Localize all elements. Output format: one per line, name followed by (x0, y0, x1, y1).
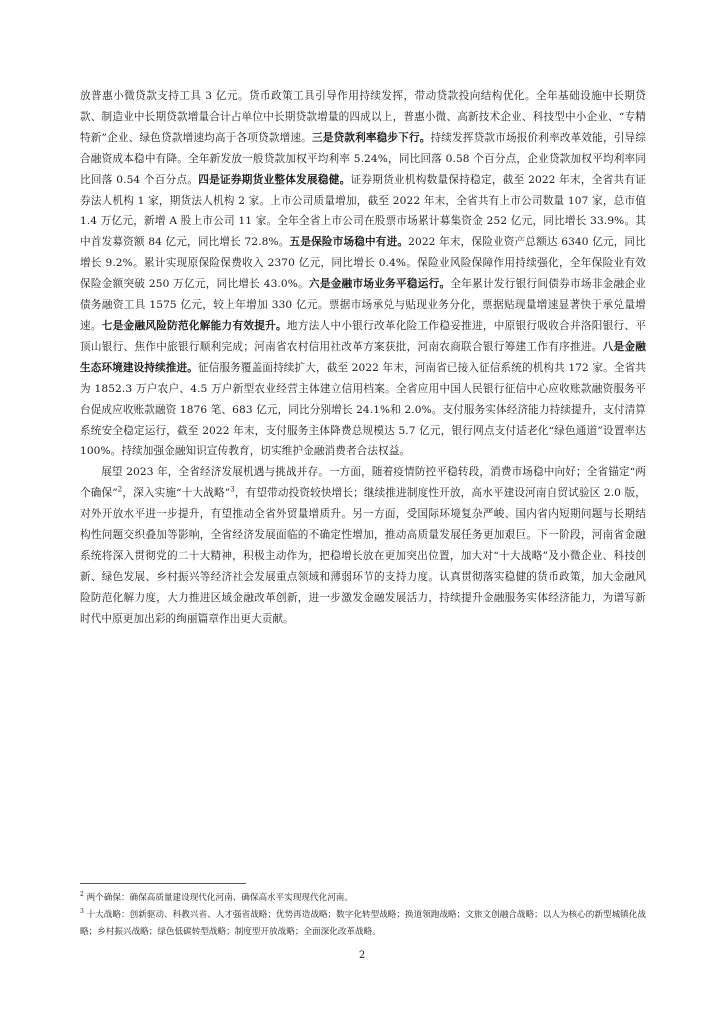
body-text (80, 86, 646, 630)
text-run: ，深入实施“十大战略” (122, 487, 231, 500)
footnote-divider (80, 883, 246, 884)
text-run: 放普惠小微贷款支持工具 3 亿元。货币政策工具引导作用持续发挥，带动贷款投向结构优化。全年基础设施中长期贷款、制造业中长期贷款增量合计占单位中长期贷款增量的四成以上，普惠小微、高新技术企业、科技型中小企业、“专精特新”企业、绿色贷款增速均高于各项贷款增速。 (80, 90, 646, 144)
text-run: 展望 2023 年，全省经济发展机遇与挑战并存。一方面，随着疫情防控平稳转段，消费市场稳中向好；全省锚定“两个确保” (80, 466, 646, 500)
footnote-ref[interactable]: 2 (117, 485, 123, 494)
bold-heading: 八是金融生态环境建设持续推进。 (80, 340, 646, 374)
paragraph-1 (80, 86, 646, 462)
footnote (80, 907, 646, 941)
footnote-ref[interactable]: 3 (230, 485, 235, 494)
text-run: 2022 年末，保险业资产总额达 6340 亿元，同比增长 9.2%。累计实现原保险保费收入 2370 亿元，同比增长 0.4%。保险业风险保障作用持续强化，全年保险业有效保险金额突破 250 万亿元，同比增长 43.0%。 (80, 236, 646, 291)
text-run: ，有望带动投资较快增长；继续推进制度性开放，高水平建设河南自贸试验区 2.0 版，对外开放水平进一步提升，有望推动全省外贸量增质升。另一方面，受国际环境复杂严峻、国内省内短期问题与长期结构性问题交织叠加等影响，全省经济发展面临的不确定性增加，推动高质量发展任务更加艰巨。下一阶段，河南省金融系统将深入贯彻党的二十大精神，积极主动作为，把稳增长放在更加突出位置，加大对“十大战略”及小微企业、科技创新、绿色发展、乡村振兴等经济社会发展重点领域和薄弱环节的支持力度。认真贯彻落实稳健的货币政策，加大金融风险防范化解力度，大力推进区域金融改革创新，进一步激发金融发展活力，持续提升金融服务实体经济能力，为谱写新时代中原更加出彩的绚丽篇章作出更大贡献。 (80, 487, 646, 625)
bold-heading: 四是证券期货业整体发展稳健。 (198, 173, 351, 186)
footnote (80, 890, 646, 907)
footnote-text: 十大战略：创新驱动、科教兴省、人才强省战略；优势再造战略；数字化转型战略；换道领跑战略；文旅文创融合战略；以人为核心的新型城镇化战略；乡村振兴战略；绿色低碳转型战略；制度型开放战略；全面深化改革战略。 (80, 910, 646, 937)
text-run: 征信服务覆盖面持续扩大，截至 2022 年末，河南省已接入征信系统的机构共 172 家。全省共为 1852.3 万户农户、4.5 万户新型农业经营主体建立信用档案。全省应用中国人民银行征信中心应收账款融资服务平台促成应收账款融资 1876 笔、683 亿元，同比分别增长 24.1%和 2.0%。支付服务实体经济能力持续提升，支付清算系统安全稳定运行，截至 2022 年末，支付服务主体降费总规模达 5.7 亿元，银行网点支付适老化“绿色通道”设置率达 100%。持续加强金融知识宣传教育，切实维护金融消费者合法权益。 (80, 361, 646, 458)
text-run: 全年累计发行银行间债券市场非金融企业债务融资工具 1575 亿元，较上年增加 330 亿元。票据市场承兑与贴现业务分化，票据贴现量增速显著快于承兑量增速。 (80, 278, 646, 332)
text-run: 地方法人中小银行改革化险工作稳妥推进，中原银行吸收合并洛阳银行、平顶山银行、焦作中旅银行顺利完成；河南省农村信用社改革方案获批，河南农商联合银行筹建工作有序推进。 (80, 319, 647, 353)
bold-heading: 三是贷款利率稳步下行。 (311, 131, 431, 144)
footnote-number: 2 (80, 891, 84, 899)
bold-heading: 五是保险市场稳中有进。 (289, 236, 409, 249)
paragraph-2 (80, 462, 646, 629)
footnote-number: 3 (80, 908, 84, 916)
bold-heading: 六是金融市场业务平稳运行。 (308, 278, 451, 291)
page-number: 2 (358, 950, 366, 961)
bold-heading: 七是金融风险防范化解能力有效提升。 (101, 319, 287, 332)
footnote-text: 两个确保：确保高质量建设现代化河南、确保高水平实现现代化河南。 (86, 893, 353, 903)
footnotes (80, 890, 646, 941)
text-run: 证券期货业机构数量保持稳定，截至 2022 年末，全省共有证券法人机构 1 家，期货法人机构 2 家。上市公司质量增加，截至 2022 年末，全省共有上市公司数量 107 家，总市值 1.4 万亿元，新增 A 股上市公司 11 家。全年全省上市公司在股票市场累计募集资金 252 亿元，同比增长 33.9%。其中首发募资额 84 亿元，同比增长 72.8%。 (80, 173, 646, 249)
text-run: 持续发挥贷款市场报价利率改革效能，引导综合融资成本稳中有降。全年新发放一般贷款加权平均利率 5.24%，同比回落 0.58 个百分点，企业贷款加权平均利率同比回落 0.54 个百分点。 (80, 131, 646, 186)
